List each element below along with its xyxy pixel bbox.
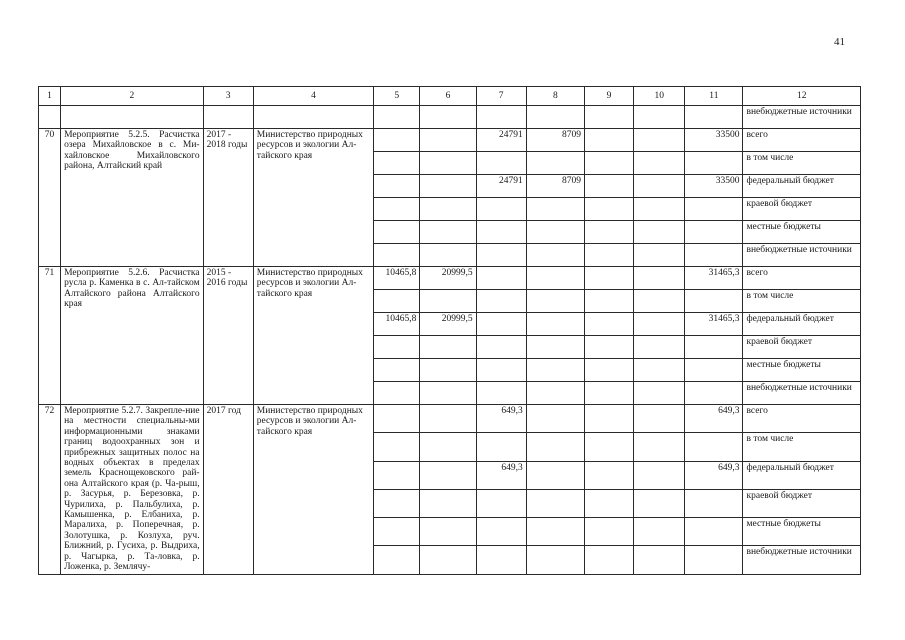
empty-cell	[476, 198, 526, 221]
amount-cell: 31465,3	[685, 313, 743, 336]
source-label: местные бюджеты	[743, 221, 861, 244]
source-label: краевой бюджет	[743, 489, 861, 517]
empty-cell	[685, 359, 743, 382]
empty-cell	[634, 313, 685, 336]
empty-cell	[634, 198, 685, 221]
empty-cell	[526, 461, 584, 489]
period: 2017 - 2018 годы	[203, 129, 253, 267]
empty-cell	[685, 489, 743, 517]
source-label: внебюджетные источники	[743, 106, 861, 129]
empty-cell	[584, 198, 633, 221]
empty-cell	[420, 290, 476, 313]
empty-cell	[634, 405, 685, 433]
empty-cell	[634, 129, 685, 152]
measure-name: Мероприятие 5.2.7. Закрепле-ние на местности специальны-ми информационными знаками границ водоохранных зон и прибрежных защитных полос на водных объектах в пределах земель Краснощековского рай-она Алтайского края (р. Ча-рыш, р. Засурья, р. Березовка, р. Чурилиха, р. Пальбулиха, р. Камышенка, р. Елбаниха, р. Маралиха, р. Поперечная, р. Золотушка, р. Козлуха, руч. Ближний, р. Гусиха, р. Выдриха, р. Чагырка, р. Та-ловка, р. Ложенка, р. Землячу-	[61, 405, 204, 575]
column-header: 5	[374, 87, 420, 106]
amount-cell: 649,3	[685, 405, 743, 433]
source-label: местные бюджеты	[743, 359, 861, 382]
empty-cell	[584, 359, 633, 382]
empty-cell	[476, 267, 526, 290]
empty-cell	[420, 433, 476, 461]
table-row	[39, 267, 861, 290]
empty-cell	[634, 267, 685, 290]
empty-cell	[374, 175, 420, 198]
column-header: 1	[39, 87, 61, 106]
column-header: 6	[420, 87, 476, 106]
empty-cell	[476, 221, 526, 244]
empty-cell	[634, 433, 685, 461]
empty-cell	[374, 244, 420, 267]
empty-cell	[476, 433, 526, 461]
empty-cell	[584, 382, 633, 405]
source-label: местные бюджеты	[743, 518, 861, 546]
source-label: в том числе	[743, 152, 861, 175]
empty-cell	[634, 290, 685, 313]
empty-cell	[584, 175, 633, 198]
empty-cell	[526, 546, 584, 574]
source-label: всего	[743, 405, 861, 433]
empty-cell	[476, 518, 526, 546]
empty-cell	[526, 433, 584, 461]
column-header: 12	[743, 87, 861, 106]
empty-cell	[526, 198, 584, 221]
amount-cell: 20999,5	[420, 267, 476, 290]
empty-cell	[420, 152, 476, 175]
amount-cell: 649,3	[476, 405, 526, 433]
source-label: всего	[743, 129, 861, 152]
empty-cell	[420, 221, 476, 244]
column-header: 11	[685, 87, 743, 106]
empty-cell	[634, 175, 685, 198]
source-label: краевой бюджет	[743, 198, 861, 221]
empty-cell	[374, 546, 420, 574]
column-header: 8	[526, 87, 584, 106]
empty-cell	[634, 546, 685, 574]
table-row	[39, 405, 861, 433]
amount-cell: 33500	[685, 129, 743, 152]
empty-cell	[374, 336, 420, 359]
empty-cell	[420, 461, 476, 489]
empty-cell	[685, 546, 743, 574]
measure-name: Мероприятие 5.2.5. Расчистка озера Михайловское в с. Ми-хайловское Михайловского района, Алтайский край	[61, 129, 204, 267]
empty-cell	[526, 489, 584, 517]
empty-cell	[420, 405, 476, 433]
empty-cell	[374, 405, 420, 433]
empty-cell	[476, 313, 526, 336]
empty-cell	[685, 382, 743, 405]
period: 2017 год	[203, 405, 253, 575]
amount-cell: 10465,8	[374, 313, 420, 336]
empty-cell	[476, 489, 526, 517]
column-header: 7	[476, 87, 526, 106]
amount-cell: 33500	[685, 175, 743, 198]
empty-cell	[526, 382, 584, 405]
empty-cell	[374, 129, 420, 152]
empty-cell	[685, 518, 743, 546]
executor: Министерство природных ресурсов и экологии Ал-тайского края	[253, 267, 373, 405]
empty-cell	[634, 336, 685, 359]
row-number: 71	[39, 267, 61, 405]
executor: Министерство природных ресурсов и экологии Ал-тайского края	[253, 129, 373, 267]
empty-cell	[584, 290, 633, 313]
empty-cell	[584, 518, 633, 546]
empty-cell	[374, 221, 420, 244]
amount-cell: 649,3	[476, 461, 526, 489]
source-label: в том числе	[743, 433, 861, 461]
empty-cell	[584, 244, 633, 267]
empty-cell	[374, 198, 420, 221]
empty-cell	[526, 267, 584, 290]
empty-cell	[685, 152, 743, 175]
empty-cell	[584, 129, 633, 152]
source-label: внебюджетные источники	[743, 244, 861, 267]
source-label: внебюджетные источники	[743, 382, 861, 405]
empty-cell	[584, 152, 633, 175]
empty-cell	[685, 290, 743, 313]
empty-cell	[584, 336, 633, 359]
empty-cell	[634, 244, 685, 267]
empty-cell	[476, 244, 526, 267]
header-row	[39, 87, 861, 106]
empty-cell	[476, 152, 526, 175]
column-header: 9	[584, 87, 633, 106]
column-header: 2	[61, 87, 204, 106]
amount-cell: 24791	[476, 129, 526, 152]
budget-table	[38, 86, 861, 575]
empty-cell	[374, 461, 420, 489]
empty-cell	[374, 518, 420, 546]
source-label: всего	[743, 267, 861, 290]
empty-cell	[584, 221, 633, 244]
empty-cell	[374, 382, 420, 405]
empty-cell	[634, 518, 685, 546]
empty-cell	[634, 359, 685, 382]
amount-cell: 10465,8	[374, 267, 420, 290]
empty-cell	[584, 489, 633, 517]
empty-cell	[584, 461, 633, 489]
empty-cell	[526, 518, 584, 546]
empty-cell	[526, 221, 584, 244]
empty-cell	[634, 382, 685, 405]
empty-cell	[420, 336, 476, 359]
empty-cell	[374, 290, 420, 313]
empty-cell	[476, 336, 526, 359]
amount-cell: 649,3	[685, 461, 743, 489]
empty-cell	[685, 198, 743, 221]
empty-cell	[526, 359, 584, 382]
empty-cell	[526, 244, 584, 267]
empty-cell	[374, 152, 420, 175]
row-number: 72	[39, 405, 61, 575]
empty-cell	[584, 433, 633, 461]
empty-cell	[584, 267, 633, 290]
amount-cell: 8709	[526, 175, 584, 198]
amount-cell: 20999,5	[420, 313, 476, 336]
empty-cell	[685, 244, 743, 267]
empty-cell	[526, 152, 584, 175]
source-label: федеральный бюджет	[743, 313, 861, 336]
continuation-row	[39, 106, 861, 129]
column-header: 4	[253, 87, 373, 106]
empty-cell	[526, 290, 584, 313]
empty-cell	[526, 405, 584, 433]
empty-cell	[420, 198, 476, 221]
source-label: внебюджетные источники	[743, 546, 861, 574]
empty-cell	[420, 359, 476, 382]
amount-cell: 24791	[476, 175, 526, 198]
source-label: федеральный бюджет	[743, 175, 861, 198]
empty-cell	[584, 405, 633, 433]
page-number: 41	[834, 36, 845, 48]
empty-cell	[685, 336, 743, 359]
empty-cell	[374, 433, 420, 461]
empty-cell	[374, 489, 420, 517]
amount-cell: 31465,3	[685, 267, 743, 290]
empty-cell	[374, 359, 420, 382]
empty-cell	[420, 382, 476, 405]
amount-cell: 8709	[526, 129, 584, 152]
source-label: в том числе	[743, 290, 861, 313]
empty-cell	[476, 290, 526, 313]
empty-cell	[420, 518, 476, 546]
empty-cell	[420, 129, 476, 152]
column-header: 10	[634, 87, 685, 106]
empty-cell	[526, 313, 584, 336]
empty-cell	[526, 336, 584, 359]
column-header: 3	[203, 87, 253, 106]
empty-cell	[420, 175, 476, 198]
empty-cell	[420, 489, 476, 517]
empty-cell	[476, 359, 526, 382]
empty-cell	[420, 546, 476, 574]
empty-cell	[476, 546, 526, 574]
empty-cell	[584, 546, 633, 574]
empty-cell	[634, 489, 685, 517]
table-row	[39, 129, 861, 152]
executor: Министерство природных ресурсов и экологии Ал-тайского края	[253, 405, 373, 575]
row-number: 70	[39, 129, 61, 267]
source-label: федеральный бюджет	[743, 461, 861, 489]
empty-cell	[685, 221, 743, 244]
empty-cell	[420, 244, 476, 267]
empty-cell	[476, 382, 526, 405]
measure-name: Мероприятие 5.2.6. Расчистка русла р. Каменка в с. Ал-тайском Алтайского района Алтайского края	[61, 267, 204, 405]
period: 2015 - 2016 годы	[203, 267, 253, 405]
source-label: краевой бюджет	[743, 336, 861, 359]
empty-cell	[584, 313, 633, 336]
empty-cell	[634, 461, 685, 489]
empty-cell	[634, 152, 685, 175]
empty-cell	[685, 433, 743, 461]
empty-cell	[634, 221, 685, 244]
